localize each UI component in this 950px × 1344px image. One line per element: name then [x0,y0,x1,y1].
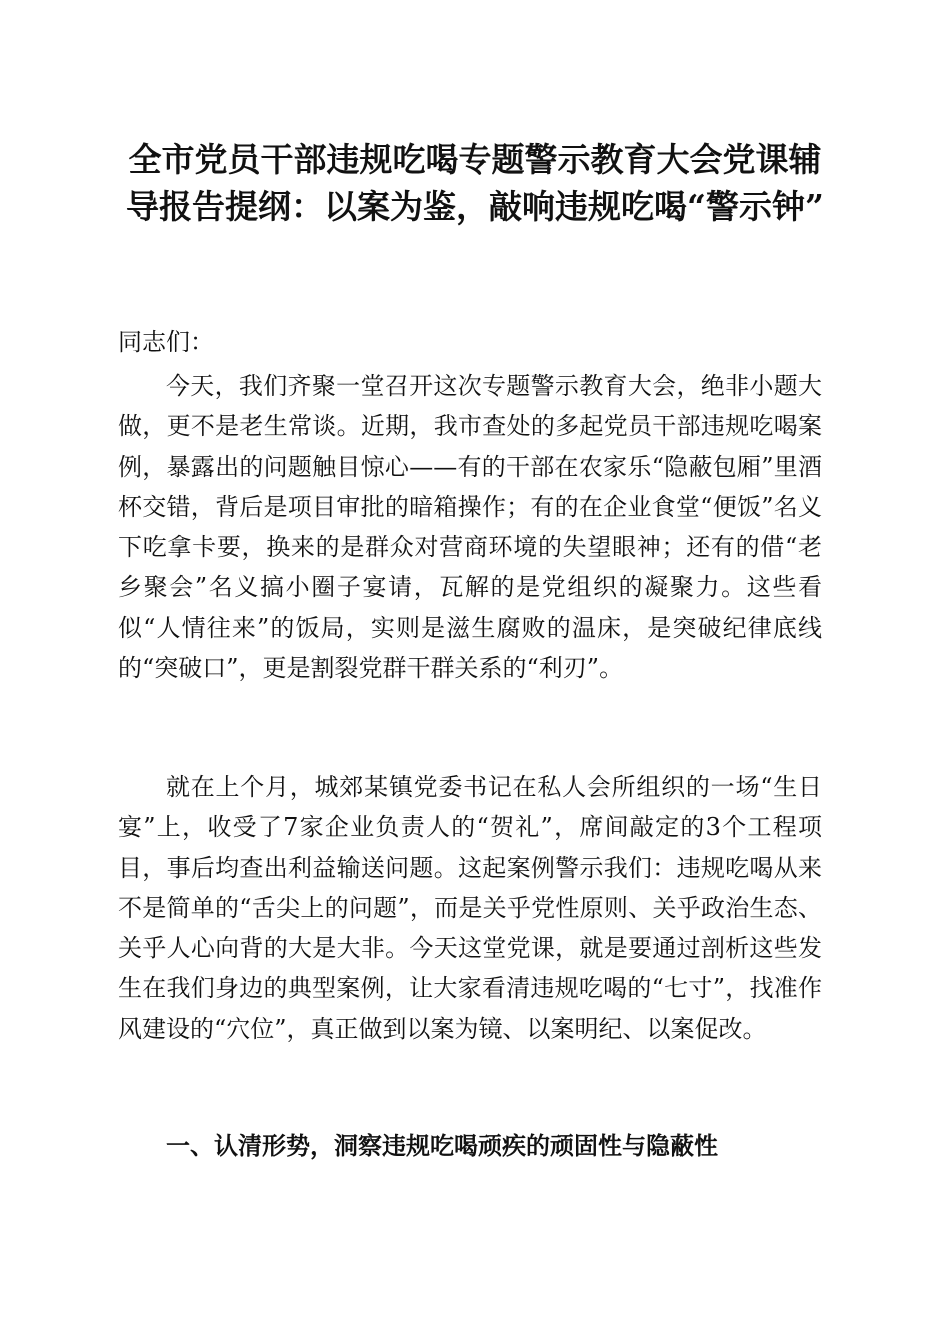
paragraph-1: 今天，我们齐聚一堂召开这次专题警示教育大会，绝非小题大做，更不是老生常谈。近期，我市查处的多起党员干部违规吃喝案例，暴露出的问题触目惊心——有的干部在农家乐“隐蔽包厢”里酒杯交错，背后是项目审批的暗箱操作；有的在企业食堂“便饭”名义下吃拿卡要，换来的是群众对营商环境的失望眼神；还有的借“老乡聚会”名义搞小圈子宴请，瓦解的是党组织的凝聚力。这些看似“人情往来”的饭局，实则是滋生腐败的温床，是突破纪律底线的“突破口”，更是割裂党群干群关系的“利刃”。 [118,372,822,683]
document-title: 全市党员干部违规吃喝专题警示教育大会党课辅导报告提纲：以案为鉴，敲响违规吃喝“警示钟” [126,140,824,226]
section-heading: 一、认清形势，洞察违规吃喝顽疾的顽固性与隐蔽性 [166,1132,718,1160]
salutation: 同志们： [118,328,214,356]
paragraph-2: 就在上个月，城郊某镇党委书记在私人会所组织的一场“生日宴”上，收受了7家企业负责人的“贺礼”，席间敲定的3个工程项目，事后均查出利益输送问题。这起案例警示我们：违规吃喝从来不是简单的“舌尖上的问题”，而是关乎党性原则、关乎政治生态、关乎人心向背的大是大非。今天这堂党课，就是要通过剖析这些发生在我们身边的典型案例，让大家看清违规吃喝的“七寸”，找准作风建设的“穴位”，真正做到以案为镜、以案明纪、以案促改。 [118,773,822,1043]
